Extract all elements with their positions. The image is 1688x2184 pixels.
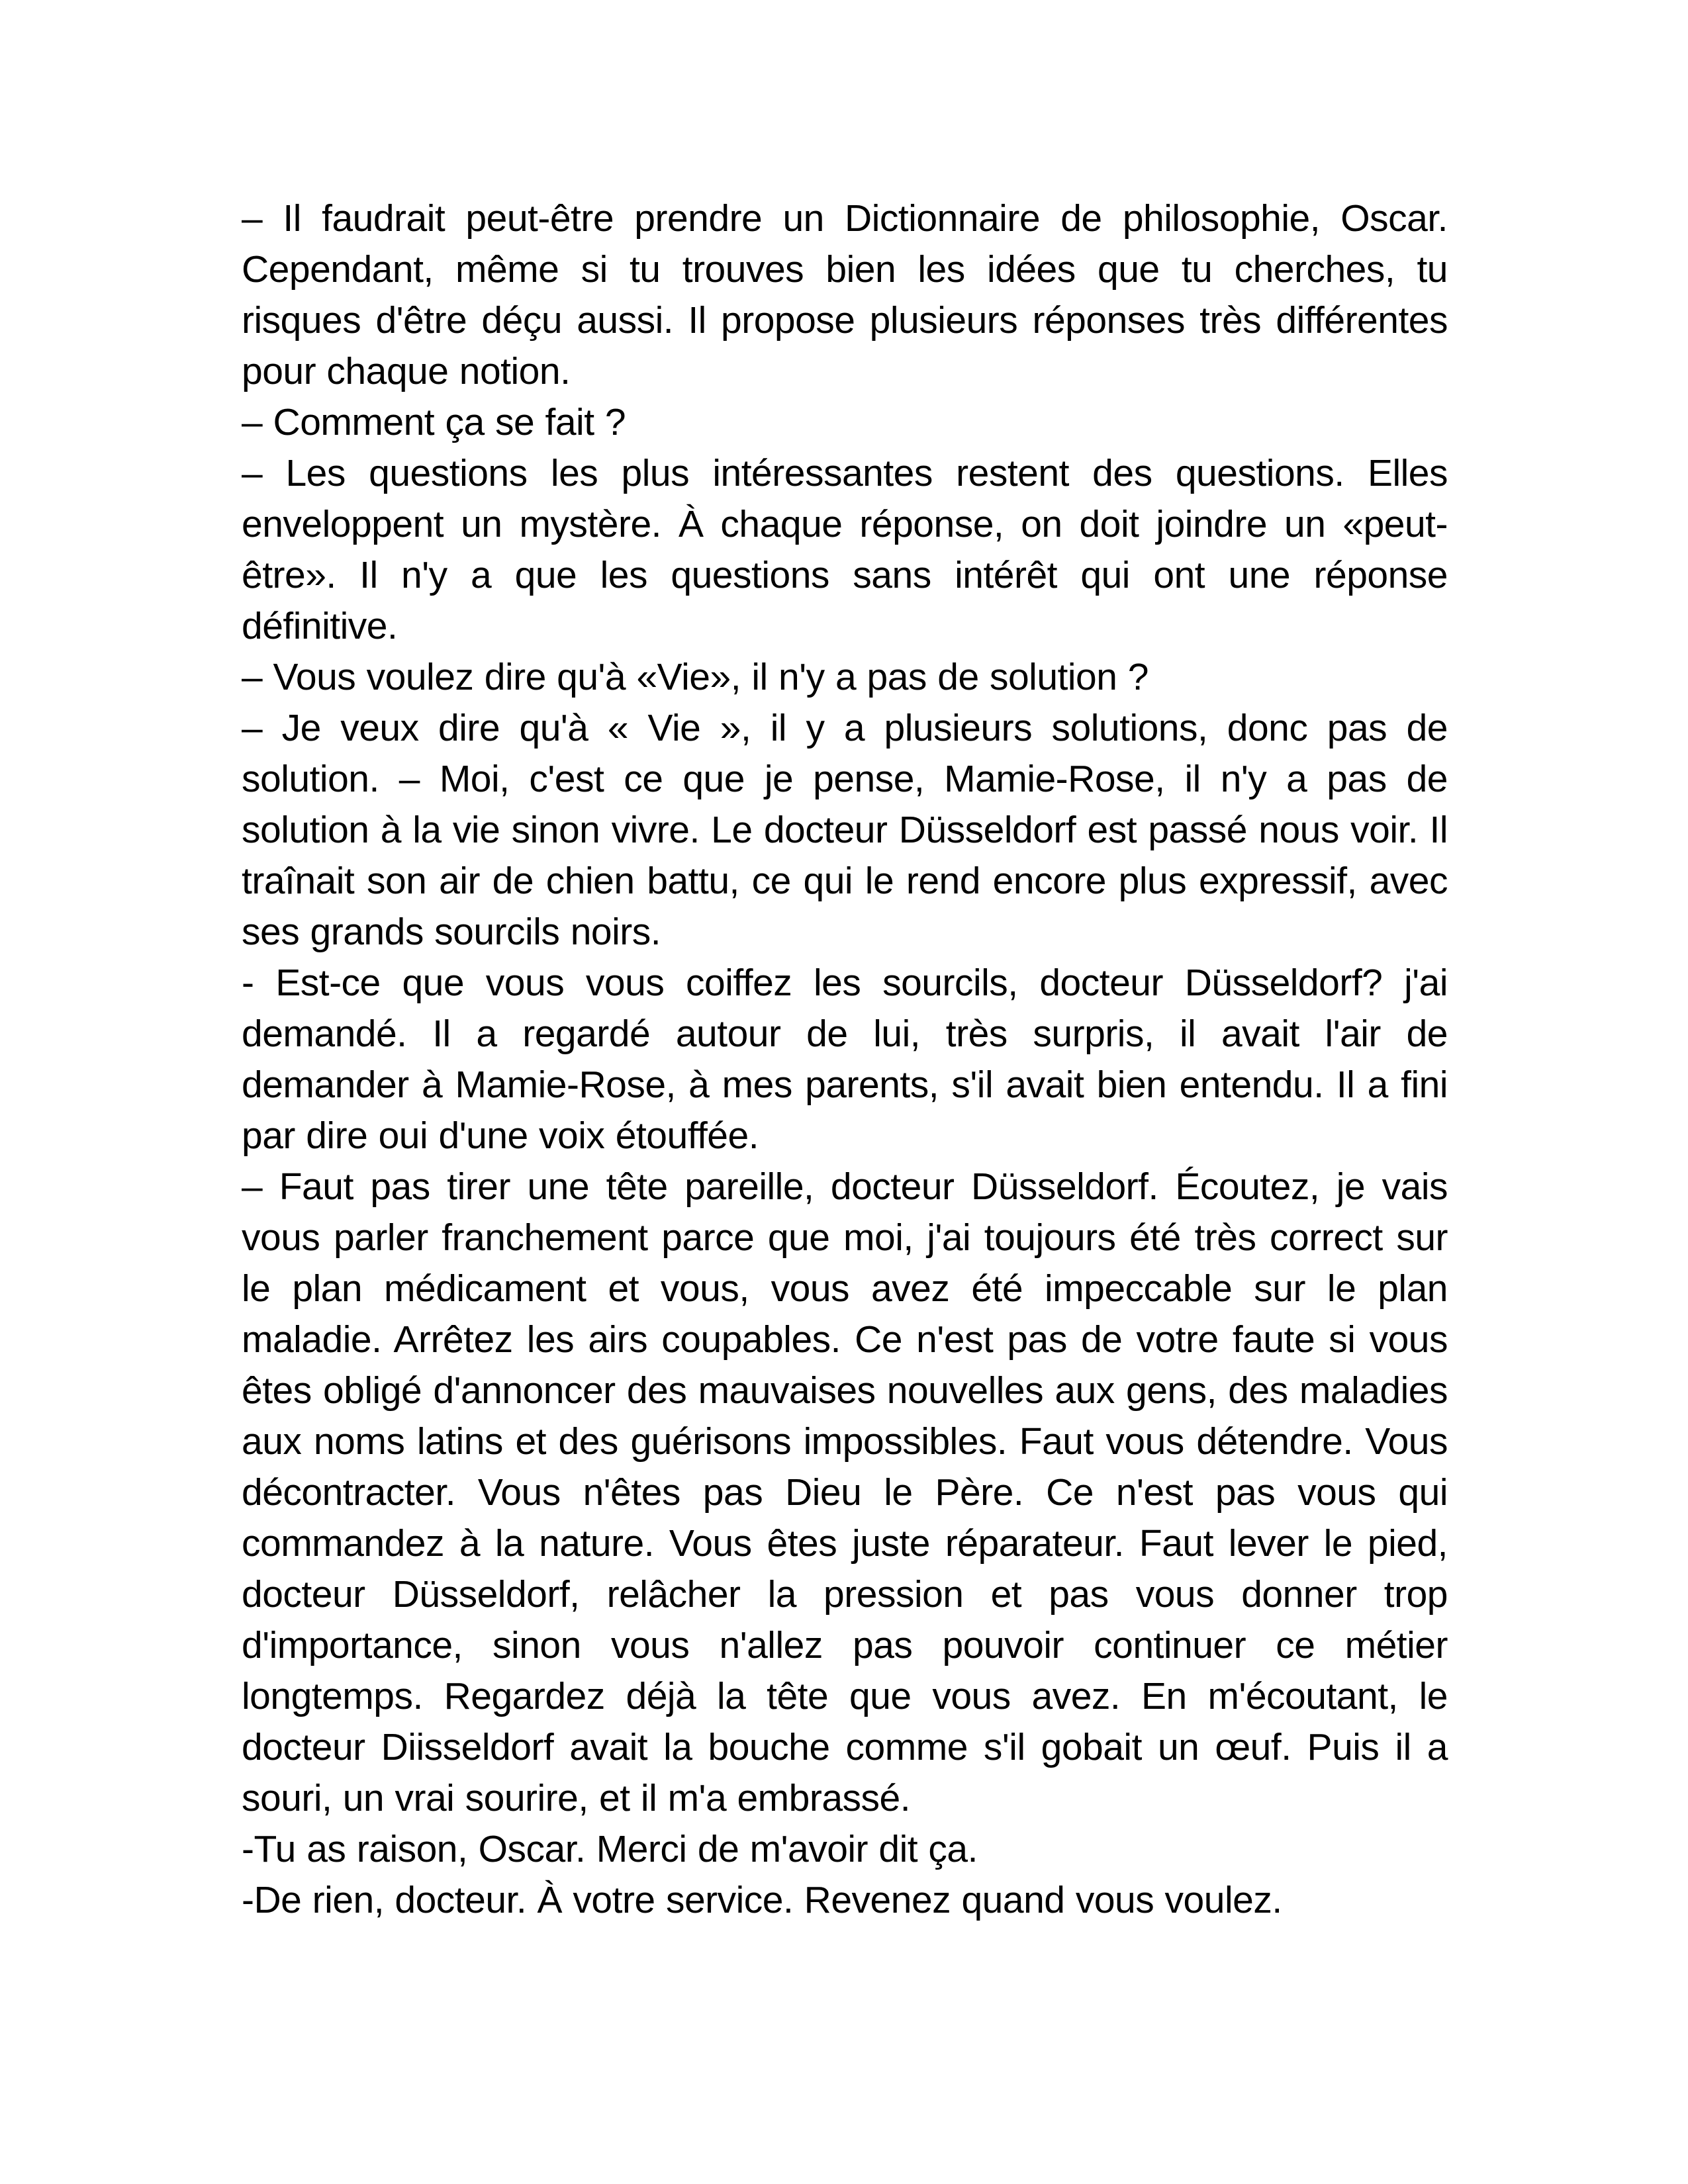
paragraph: -De rien, docteur. À votre service. Revenez quand vous voulez. — [242, 1879, 1282, 1921]
paragraph: – Vous voulez dire qu'à «Vie», il n'y a pas de solution ? — [242, 656, 1149, 698]
paragraph: -Tu as raison, Oscar. Merci de m'avoir dit ça. — [242, 1828, 978, 1870]
text-block — [242, 193, 1448, 1926]
paragraph: – Il faudrait peut-être prendre un Dictionnaire de philosophie, Oscar. Cependant, même si tu trouves bien les idées que tu cherches, tu risques d'être déçu aussi. Il propose plusieurs réponses très différentes pour chaque notion. — [242, 197, 1448, 392]
paragraph: – Les questions les plus intéressantes restent des questions. Elles enveloppent un mystère. À chaque réponse, on doit joindre un «peut-être». Il n'y a que les questions sans intérêt qui ont une réponse définitive. — [242, 452, 1448, 647]
paragraph: – Je veux dire qu'à « Vie », il y a plusieurs solutions, donc pas de solution. – Moi, c'est ce que je pense, Mamie-Rose, il n'y a pas de solution à la vie sinon vivre. Le docteur Düsseldorf est passé nous voir. Il traînait son air de chien battu, ce qui le rend encore plus expressif, avec ses grands sourcils noirs. — [242, 707, 1448, 953]
paragraph: – Faut pas tirer une tête pareille, docteur Düsseldorf. Écoutez, je vais vous parler franchement parce que moi, j'ai toujours été très correct sur le plan médicament et vous, vous avez été impeccable sur le plan maladie. Arrêtez les airs coupables. Ce n'est pas de votre faute si vous êtes obligé d'annoncer des mauvaises nouvelles aux gens, des maladies aux noms latins et des guérisons impossibles. Faut vous détendre. Vous décontracter. Vous n'êtes pas Dieu le Père. Ce n'est pas vous qui commandez à la nature. Vous êtes juste réparateur. Faut lever le pied, docteur Düsseldorf, relâcher la pression et pas vous donner trop d'importance, sinon vous n'allez pas pouvoir continuer ce métier longtemps. Regardez déjà la tête que vous avez. En m'écoutant, le docteur Diisseldorf avait la bouche comme s'il gobait un œuf. Puis il a souri, un vrai sourire, et il m'a embrassé. — [242, 1165, 1448, 1819]
paragraph: - Est-ce que vous vous coiffez les sourcils, docteur Düsseldorf? j'ai demandé. Il a regardé autour de lui, très surpris, il avait l'air de demander à Mamie-Rose, à mes parents, s'il avait bien entendu. Il a fini par dire oui d'une voix étouffée. — [242, 962, 1448, 1157]
paragraph: – Comment ça se fait ? — [242, 401, 626, 443]
